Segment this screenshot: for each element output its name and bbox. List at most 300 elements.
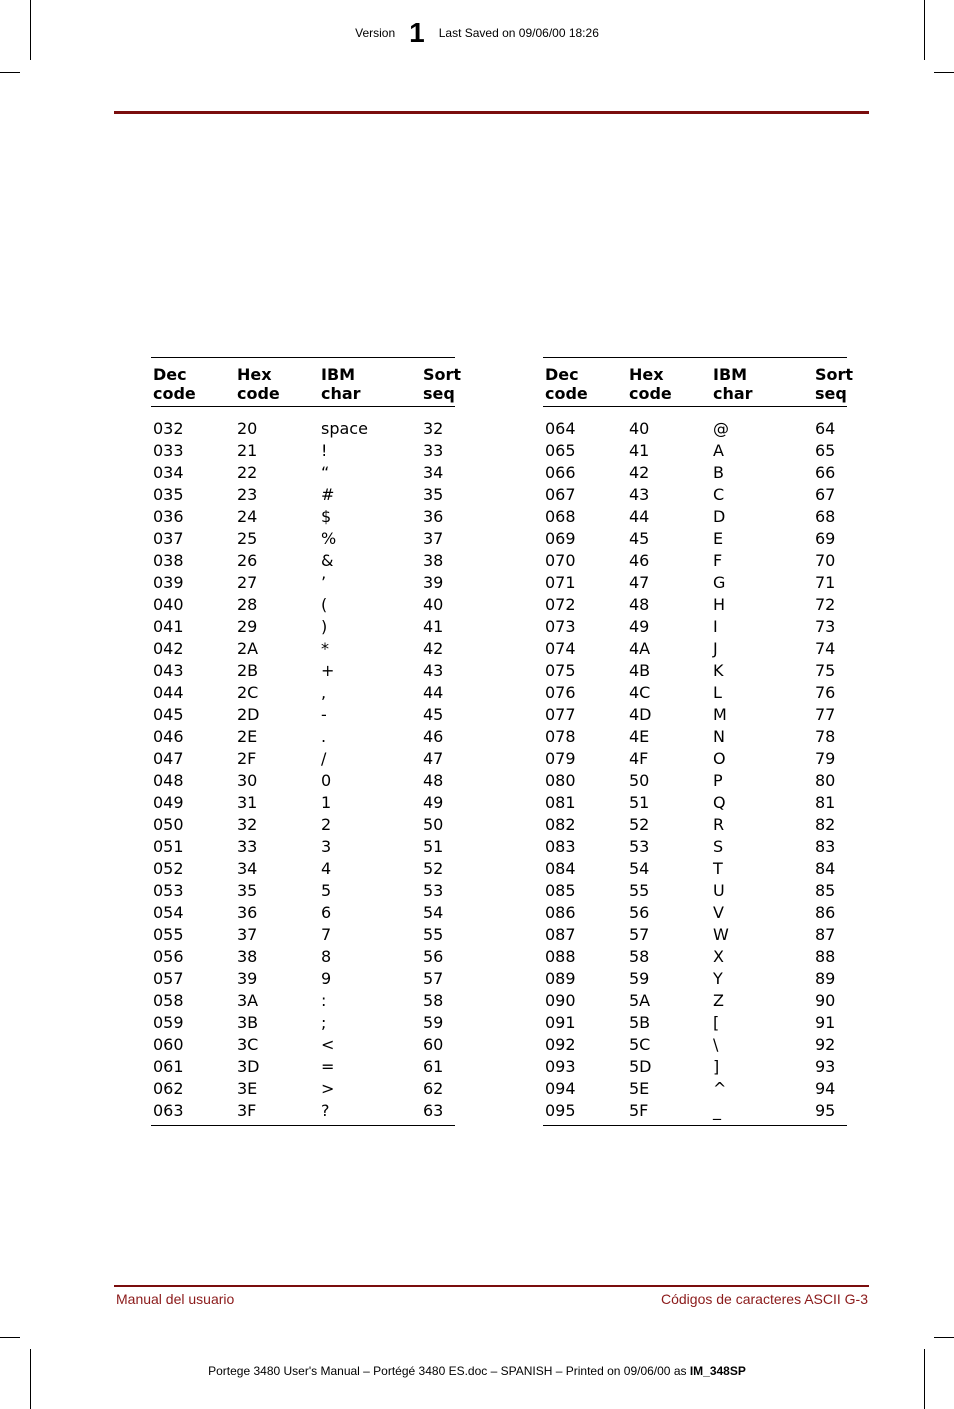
cell-char: [ bbox=[713, 1013, 720, 1032]
table-row bbox=[151, 814, 455, 836]
cell-dec: 083 bbox=[545, 837, 576, 856]
table-row bbox=[543, 726, 847, 748]
cell-hex: 2C bbox=[237, 683, 259, 702]
cell-char: Z bbox=[713, 991, 724, 1010]
cell-char: = bbox=[321, 1057, 335, 1076]
cell-dec: 095 bbox=[545, 1101, 576, 1120]
cell-dec: 042 bbox=[153, 639, 184, 658]
table-body bbox=[151, 407, 455, 1125]
cell-hex: 29 bbox=[237, 617, 258, 636]
cell-hex: 20 bbox=[237, 419, 258, 438]
table-row bbox=[151, 528, 455, 550]
cell-dec: 087 bbox=[545, 925, 576, 944]
cell-char: / bbox=[321, 749, 327, 768]
cell-sort: 82 bbox=[815, 815, 836, 834]
cell-hex: 39 bbox=[237, 969, 258, 988]
cell-sort: 44 bbox=[423, 683, 444, 702]
cell-char: ; bbox=[321, 1013, 327, 1032]
cell-char: C bbox=[713, 485, 725, 504]
table-row bbox=[151, 1056, 455, 1078]
cell-hex: 23 bbox=[237, 485, 258, 504]
cell-sort: 52 bbox=[423, 859, 444, 878]
cell-dec: 036 bbox=[153, 507, 184, 526]
cell-char: U bbox=[713, 881, 725, 900]
table-row bbox=[151, 880, 455, 902]
cell-sort: 63 bbox=[423, 1101, 444, 1120]
table-row bbox=[151, 418, 455, 440]
cell-dec: 067 bbox=[545, 485, 576, 504]
cell-hex: 47 bbox=[629, 573, 650, 592]
cell-char: F bbox=[713, 551, 723, 570]
cell-sort: 86 bbox=[815, 903, 836, 922]
table-row bbox=[151, 1078, 455, 1100]
cell-hex: 49 bbox=[629, 617, 650, 636]
cell-dec: 040 bbox=[153, 595, 184, 614]
cell-sort: 42 bbox=[423, 639, 444, 658]
table-row bbox=[151, 462, 455, 484]
cell-char: K bbox=[713, 661, 724, 680]
table-row bbox=[543, 814, 847, 836]
crop-mark bbox=[30, 1349, 31, 1409]
table-header bbox=[543, 358, 854, 406]
cell-sort: 79 bbox=[815, 749, 836, 768]
crop-mark bbox=[0, 72, 20, 73]
table-row bbox=[151, 858, 455, 880]
cell-char: Y bbox=[713, 969, 723, 988]
cell-hex: 3E bbox=[237, 1079, 258, 1098]
cell-hex: 34 bbox=[237, 859, 258, 878]
cell-hex: 3A bbox=[237, 991, 259, 1010]
cell-sort: 61 bbox=[423, 1057, 444, 1076]
cell-char: Q bbox=[713, 793, 726, 812]
table-row bbox=[543, 572, 847, 594]
cell-hex: 3B bbox=[237, 1013, 259, 1032]
cell-hex: 5F bbox=[629, 1101, 649, 1120]
cell-sort: 74 bbox=[815, 639, 836, 658]
cell-char: J bbox=[713, 639, 718, 658]
cell-char: S bbox=[713, 837, 724, 856]
cell-dec: 077 bbox=[545, 705, 576, 724]
cell-char: 3 bbox=[321, 837, 332, 856]
cell-sort: 48 bbox=[423, 771, 444, 790]
cell-sort: 34 bbox=[423, 463, 444, 482]
cell-sort: 36 bbox=[423, 507, 444, 526]
cell-char: % bbox=[321, 529, 337, 548]
table-row bbox=[543, 1012, 847, 1034]
cell-dec: 080 bbox=[545, 771, 576, 790]
cell-hex: 57 bbox=[629, 925, 650, 944]
cell-dec: 049 bbox=[153, 793, 184, 812]
cell-sort: 37 bbox=[423, 529, 444, 548]
cell-hex: 3F bbox=[237, 1101, 257, 1120]
cell-char: ( bbox=[321, 595, 328, 614]
cell-hex: 2A bbox=[237, 639, 259, 658]
cell-hex: 54 bbox=[629, 859, 650, 878]
cell-dec: 081 bbox=[545, 793, 576, 812]
cell-dec: 089 bbox=[545, 969, 576, 988]
cell-char: 4 bbox=[321, 859, 332, 878]
cell-hex: 5B bbox=[629, 1013, 651, 1032]
table-row bbox=[151, 660, 455, 682]
cell-sort: 89 bbox=[815, 969, 836, 988]
cell-sort: 49 bbox=[423, 793, 444, 812]
cell-hex: 24 bbox=[237, 507, 258, 526]
table-row bbox=[151, 572, 455, 594]
cell-char: space bbox=[321, 419, 368, 438]
cell-sort: 72 bbox=[815, 595, 836, 614]
cell-char: H bbox=[713, 595, 726, 614]
cell-sort: 67 bbox=[815, 485, 836, 504]
cell-char: L bbox=[713, 683, 722, 702]
table-row bbox=[151, 484, 455, 506]
cell-char: R bbox=[713, 815, 725, 834]
cell-sort: 50 bbox=[423, 815, 444, 834]
cell-dec: 082 bbox=[545, 815, 576, 834]
cell-sort: 60 bbox=[423, 1035, 444, 1054]
cell-dec: 079 bbox=[545, 749, 576, 768]
cell-hex: 21 bbox=[237, 441, 258, 460]
table-bottom-rule bbox=[543, 1125, 847, 1126]
cell-dec: 050 bbox=[153, 815, 184, 834]
header-rule bbox=[114, 111, 869, 114]
cell-dec: 032 bbox=[153, 419, 184, 438]
crop-mark bbox=[934, 72, 954, 73]
cell-sort: 71 bbox=[815, 573, 836, 592]
cell-dec: 069 bbox=[545, 529, 576, 548]
cell-char: 8 bbox=[321, 947, 332, 966]
cell-sort: 92 bbox=[815, 1035, 836, 1054]
cell-char: : bbox=[321, 991, 327, 1010]
table-row bbox=[543, 1100, 847, 1122]
cell-dec: 074 bbox=[545, 639, 576, 658]
cell-sort: 95 bbox=[815, 1101, 836, 1120]
cell-sort: 40 bbox=[423, 595, 444, 614]
cell-char: D bbox=[713, 507, 726, 526]
table-row bbox=[151, 440, 455, 462]
ascii-table-right bbox=[543, 357, 854, 1126]
cell-char: A bbox=[713, 441, 724, 460]
cell-char: . bbox=[321, 727, 327, 746]
cell-dec: 073 bbox=[545, 617, 576, 636]
cell-hex: 4B bbox=[629, 661, 651, 680]
cell-hex: 53 bbox=[629, 837, 650, 856]
print-info-text: Portege 3480 User's Manual – Portégé 3480 ES.doc – SPANISH – Printed on 09/06/00 as bbox=[208, 1364, 690, 1378]
cell-dec: 034 bbox=[153, 463, 184, 482]
col-dec-code: Dec code bbox=[545, 365, 588, 403]
table-row bbox=[543, 968, 847, 990]
table-row bbox=[151, 792, 455, 814]
cell-sort: 80 bbox=[815, 771, 836, 790]
table-body bbox=[543, 407, 847, 1125]
table-row bbox=[543, 836, 847, 858]
version-label: Version bbox=[355, 26, 396, 40]
col-hex-code: Hex code bbox=[237, 365, 280, 403]
cell-char: G bbox=[713, 573, 726, 592]
cell-hex: 2F bbox=[237, 749, 257, 768]
cell-hex: 51 bbox=[629, 793, 650, 812]
cell-sort: 68 bbox=[815, 507, 836, 526]
table-row bbox=[151, 990, 455, 1012]
cell-hex: 3C bbox=[237, 1035, 259, 1054]
cell-char: ’ bbox=[321, 573, 327, 592]
cell-sort: 84 bbox=[815, 859, 836, 878]
cell-hex: 43 bbox=[629, 485, 650, 504]
table-row bbox=[543, 902, 847, 924]
table-row bbox=[543, 1034, 847, 1056]
cell-sort: 90 bbox=[815, 991, 836, 1010]
cell-hex: 58 bbox=[629, 947, 650, 966]
col-ibm-char: IBM char bbox=[713, 365, 753, 403]
cell-char: X bbox=[713, 947, 724, 966]
table-row bbox=[151, 902, 455, 924]
cell-dec: 046 bbox=[153, 727, 184, 746]
cell-sort: 57 bbox=[423, 969, 444, 988]
cell-sort: 64 bbox=[815, 419, 836, 438]
cell-dec: 058 bbox=[153, 991, 184, 1010]
table-row bbox=[543, 1078, 847, 1100]
cell-char: N bbox=[713, 727, 725, 746]
cell-hex: 3D bbox=[237, 1057, 260, 1076]
cell-dec: 068 bbox=[545, 507, 576, 526]
cell-dec: 092 bbox=[545, 1035, 576, 1054]
table-row bbox=[543, 660, 847, 682]
cell-dec: 043 bbox=[153, 661, 184, 680]
cell-char: ] bbox=[713, 1057, 720, 1076]
cell-dec: 061 bbox=[153, 1057, 184, 1076]
cell-sort: 66 bbox=[815, 463, 836, 482]
cell-char: T bbox=[713, 859, 723, 878]
cell-sort: 76 bbox=[815, 683, 836, 702]
cell-hex: 5E bbox=[629, 1079, 650, 1098]
table-row bbox=[543, 550, 847, 572]
table-row bbox=[543, 682, 847, 704]
cell-sort: 65 bbox=[815, 441, 836, 460]
cell-dec: 062 bbox=[153, 1079, 184, 1098]
cell-sort: 81 bbox=[815, 793, 836, 812]
cell-dec: 093 bbox=[545, 1057, 576, 1076]
cell-dec: 038 bbox=[153, 551, 184, 570]
cell-char: 6 bbox=[321, 903, 332, 922]
cell-char: M bbox=[713, 705, 727, 724]
cell-hex: 31 bbox=[237, 793, 258, 812]
table-row bbox=[543, 440, 847, 462]
cell-dec: 052 bbox=[153, 859, 184, 878]
cell-dec: 078 bbox=[545, 727, 576, 746]
table-row bbox=[543, 880, 847, 902]
col-hex-code: Hex code bbox=[629, 365, 672, 403]
cell-dec: 086 bbox=[545, 903, 576, 922]
cell-hex: 4C bbox=[629, 683, 651, 702]
cell-dec: 085 bbox=[545, 881, 576, 900]
cell-char: E bbox=[713, 529, 724, 548]
table-row bbox=[151, 638, 455, 660]
cell-char: 2 bbox=[321, 815, 332, 834]
cell-char: “ bbox=[321, 463, 330, 482]
cell-hex: 35 bbox=[237, 881, 258, 900]
cell-hex: 33 bbox=[237, 837, 258, 856]
cell-dec: 056 bbox=[153, 947, 184, 966]
version-number: 1 bbox=[409, 17, 425, 48]
cell-dec: 055 bbox=[153, 925, 184, 944]
cell-char: _ bbox=[713, 1101, 721, 1120]
cell-char: O bbox=[713, 749, 726, 768]
cell-sort: 54 bbox=[423, 903, 444, 922]
cell-sort: 83 bbox=[815, 837, 836, 856]
cell-hex: 5C bbox=[629, 1035, 651, 1054]
table-row bbox=[151, 770, 455, 792]
cell-dec: 047 bbox=[153, 749, 184, 768]
cell-sort: 88 bbox=[815, 947, 836, 966]
cell-sort: 85 bbox=[815, 881, 836, 900]
table-row bbox=[151, 726, 455, 748]
cell-hex: 52 bbox=[629, 815, 650, 834]
cell-sort: 75 bbox=[815, 661, 836, 680]
cell-hex: 42 bbox=[629, 463, 650, 482]
cell-sort: 56 bbox=[423, 947, 444, 966]
cell-sort: 55 bbox=[423, 925, 444, 944]
table-row bbox=[543, 924, 847, 946]
cell-dec: 094 bbox=[545, 1079, 576, 1098]
cell-dec: 057 bbox=[153, 969, 184, 988]
cell-char: $ bbox=[321, 507, 332, 526]
cell-hex: 41 bbox=[629, 441, 650, 460]
cell-sort: 58 bbox=[423, 991, 444, 1010]
table-row bbox=[543, 594, 847, 616]
table-row bbox=[151, 1012, 455, 1034]
cell-char: < bbox=[321, 1035, 335, 1054]
cell-hex: 46 bbox=[629, 551, 650, 570]
table-row bbox=[543, 638, 847, 660]
cell-sort: 43 bbox=[423, 661, 444, 680]
cell-sort: 33 bbox=[423, 441, 444, 460]
table-row bbox=[151, 550, 455, 572]
cell-char: 5 bbox=[321, 881, 332, 900]
table-row bbox=[543, 748, 847, 770]
cell-dec: 063 bbox=[153, 1101, 184, 1120]
cell-hex: 48 bbox=[629, 595, 650, 614]
cell-char: 1 bbox=[321, 793, 332, 812]
print-info-line bbox=[0, 1364, 954, 1378]
table-row bbox=[543, 528, 847, 550]
cell-hex: 27 bbox=[237, 573, 258, 592]
cell-sort: 62 bbox=[423, 1079, 444, 1098]
crop-mark bbox=[924, 1349, 925, 1409]
cell-hex: 4F bbox=[629, 749, 649, 768]
footer-rule bbox=[114, 1285, 869, 1287]
table-bottom-rule bbox=[151, 1125, 455, 1126]
cell-hex: 44 bbox=[629, 507, 650, 526]
cell-sort: 53 bbox=[423, 881, 444, 900]
cell-hex: 40 bbox=[629, 419, 650, 438]
cell-hex: 36 bbox=[237, 903, 258, 922]
cell-dec: 035 bbox=[153, 485, 184, 504]
cell-hex: 25 bbox=[237, 529, 258, 548]
table-header bbox=[151, 358, 462, 406]
table-row bbox=[543, 792, 847, 814]
table-row bbox=[151, 594, 455, 616]
cell-hex: 37 bbox=[237, 925, 258, 944]
cell-hex: 22 bbox=[237, 463, 258, 482]
cell-hex: 38 bbox=[237, 947, 258, 966]
cell-hex: 56 bbox=[629, 903, 650, 922]
table-row bbox=[151, 682, 455, 704]
cell-char: ! bbox=[321, 441, 328, 460]
cell-hex: 32 bbox=[237, 815, 258, 834]
cell-dec: 070 bbox=[545, 551, 576, 570]
cell-sort: 32 bbox=[423, 419, 444, 438]
cell-sort: 51 bbox=[423, 837, 444, 856]
cell-char: 9 bbox=[321, 969, 332, 988]
cell-dec: 072 bbox=[545, 595, 576, 614]
cell-sort: 39 bbox=[423, 573, 444, 592]
table-row bbox=[151, 506, 455, 528]
cell-char: W bbox=[713, 925, 729, 944]
cell-dec: 053 bbox=[153, 881, 184, 900]
cell-hex: 45 bbox=[629, 529, 650, 548]
cell-char: - bbox=[321, 705, 327, 724]
table-row bbox=[151, 748, 455, 770]
cell-sort: 46 bbox=[423, 727, 444, 746]
table-row bbox=[543, 704, 847, 726]
cell-dec: 051 bbox=[153, 837, 184, 856]
cell-char: 7 bbox=[321, 925, 332, 944]
cell-hex: 4E bbox=[629, 727, 650, 746]
cell-dec: 064 bbox=[545, 419, 576, 438]
cell-dec: 045 bbox=[153, 705, 184, 724]
cell-hex: 59 bbox=[629, 969, 650, 988]
cell-hex: 4A bbox=[629, 639, 651, 658]
cell-sort: 47 bbox=[423, 749, 444, 768]
cell-char: ) bbox=[321, 617, 328, 636]
cell-dec: 060 bbox=[153, 1035, 184, 1054]
cell-hex: 2B bbox=[237, 661, 259, 680]
cell-dec: 076 bbox=[545, 683, 576, 702]
cell-hex: 30 bbox=[237, 771, 258, 790]
cell-sort: 70 bbox=[815, 551, 836, 570]
cell-dec: 048 bbox=[153, 771, 184, 790]
table-row bbox=[543, 770, 847, 792]
cell-hex: 5A bbox=[629, 991, 651, 1010]
cell-dec: 037 bbox=[153, 529, 184, 548]
cell-char: @ bbox=[713, 419, 729, 438]
cell-dec: 071 bbox=[545, 573, 576, 592]
cell-sort: 59 bbox=[423, 1013, 444, 1032]
cell-hex: 4D bbox=[629, 705, 652, 724]
table-row bbox=[543, 506, 847, 528]
cell-sort: 45 bbox=[423, 705, 444, 724]
cell-sort: 77 bbox=[815, 705, 836, 724]
cell-sort: 78 bbox=[815, 727, 836, 746]
cell-char: ? bbox=[321, 1101, 330, 1120]
footer-manual-title: Manual del usuario bbox=[116, 1291, 235, 1307]
table-row bbox=[543, 946, 847, 968]
col-ibm-char: IBM char bbox=[321, 365, 361, 403]
cell-sort: 93 bbox=[815, 1057, 836, 1076]
table-row bbox=[151, 946, 455, 968]
cell-dec: 059 bbox=[153, 1013, 184, 1032]
cell-char: I bbox=[713, 617, 718, 636]
cell-char: ^ bbox=[713, 1079, 727, 1098]
cell-char: 0 bbox=[321, 771, 332, 790]
cell-sort: 41 bbox=[423, 617, 444, 636]
cell-sort: 69 bbox=[815, 529, 836, 548]
table-row bbox=[543, 462, 847, 484]
cell-hex: 2E bbox=[237, 727, 258, 746]
table-row bbox=[543, 858, 847, 880]
ascii-table-left bbox=[151, 357, 462, 1126]
table-row bbox=[151, 616, 455, 638]
cell-dec: 065 bbox=[545, 441, 576, 460]
